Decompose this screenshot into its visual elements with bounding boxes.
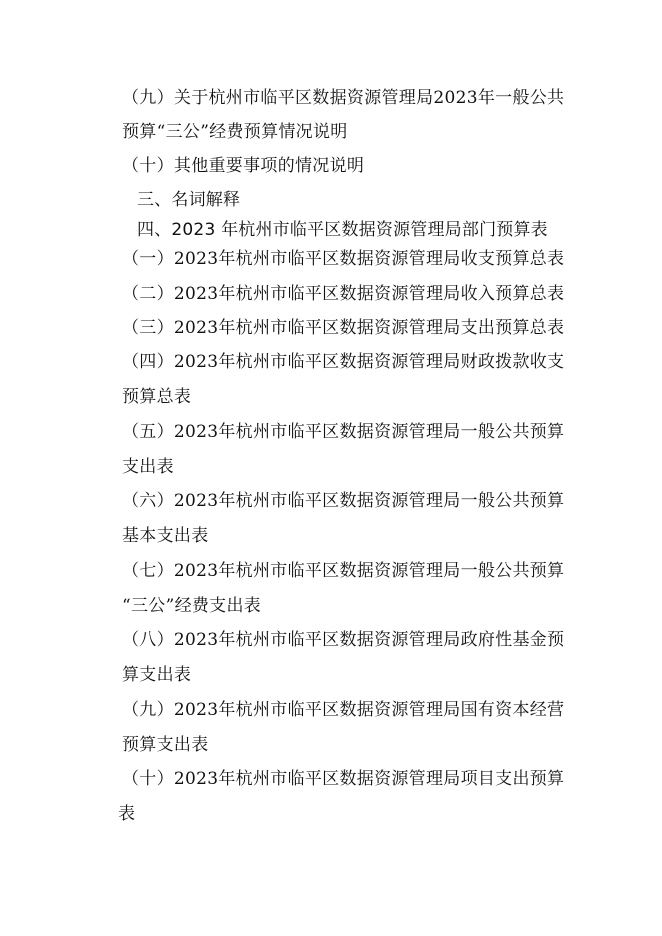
table-item-10-line-1: （十）2023年杭州市临平区数据资源管理局项目支出预算 xyxy=(122,769,565,789)
table-item-8-line-1: （八）2023年杭州市临平区数据资源管理局政府性基金预 xyxy=(122,630,565,650)
table-item-7-line-2: “三公”经费支出表 xyxy=(122,596,262,616)
table-item-2: （二）2023年杭州市临平区数据资源管理局收入预算总表 xyxy=(122,284,565,304)
table-item-6-line-1: （六）2023年杭州市临平区数据资源管理局一般公共预算 xyxy=(122,491,565,511)
table-item-6-line-2: 基本支出表 xyxy=(122,526,209,546)
table-item-4-line-1: （四）2023年杭州市临平区数据资源管理局财政拨款收支 xyxy=(122,352,565,372)
toc-item-9-line-2: 预算“三公”经费预算情况说明 xyxy=(122,122,348,142)
table-item-10-line-2: 表 xyxy=(118,804,136,824)
toc-item-9-line-1: （九）关于杭州市临平区数据资源管理局2023年一般公共 xyxy=(122,88,565,108)
table-item-8-line-2: 算支出表 xyxy=(122,665,192,685)
table-item-7-line-1: （七）2023年杭州市临平区数据资源管理局一般公共预算 xyxy=(122,561,565,581)
table-item-9-line-1: （九）2023年杭州市临平区数据资源管理局国有资本经营 xyxy=(122,700,565,720)
table-item-4-line-2: 预算总表 xyxy=(122,387,192,407)
table-item-9-line-2: 预算支出表 xyxy=(122,735,209,755)
table-item-1: （一）2023年杭州市临平区数据资源管理局收支预算总表 xyxy=(122,249,565,269)
table-item-5-line-2: 支出表 xyxy=(122,457,174,477)
section-heading-4: 四、2023 年杭州市临平区数据资源管理局部门预算表 xyxy=(137,220,548,240)
toc-item-10: （十）其他重要事项的情况说明 xyxy=(122,156,365,176)
table-item-3: （三）2023年杭州市临平区数据资源管理局支出预算总表 xyxy=(122,318,565,338)
table-item-5-line-1: （五）2023年杭州市临平区数据资源管理局一般公共预算 xyxy=(122,422,565,442)
section-heading-3: 三、名词解释 xyxy=(137,190,241,210)
